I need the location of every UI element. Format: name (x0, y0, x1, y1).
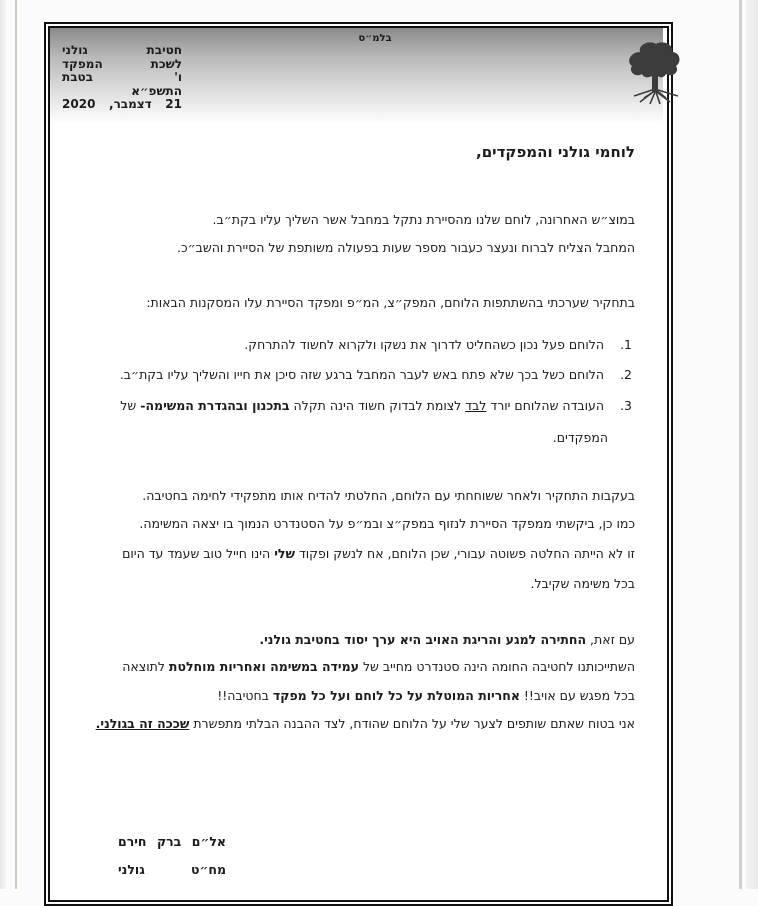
list-item-continuation: המפקדים. (552, 430, 608, 445)
text-segment: בחטיבה!! (217, 688, 269, 703)
hebrew-day: ו' (174, 70, 182, 84)
hebrew-month: בטבת (62, 70, 93, 84)
text-segment: עם זאת, (590, 632, 635, 647)
text-segment: בכל מפגש עם אויב!! (523, 688, 635, 703)
list-item (120, 398, 632, 413)
list-item (244, 337, 632, 352)
signature-role: מח״ט (191, 862, 226, 877)
signature-last-name: חירם (118, 834, 147, 849)
text-segment: אני בטוח שאתם שותפים לצער שלי על הלוחם שהודח, לצד ההבנה הבלתי מתפשרת (193, 716, 635, 731)
paragraph-line: המחבל הצליח לברוח ונעצר כעבור מספר שעות בפעולה משותפת של הסיירת והשב״כ. (177, 240, 635, 255)
unit-word: חטיבת (146, 43, 182, 57)
unit-line (62, 44, 182, 58)
list-number: 2. (620, 367, 632, 382)
classification-label: בלמ״ס (358, 33, 392, 44)
paragraph-line: במוצ״ש האחרונה, לוחם שלנו מהסיירת נתקל במחבל אשר השליך עליו בקת״ב. (212, 212, 635, 227)
investigation-intro: בתחקיר שערכתי בהשתתפות הלוחם, המפק״צ, המ״פ ומפקד הסיירת עלו המסקנות הבאות: (146, 295, 635, 310)
signature-unit: גולני (118, 862, 145, 877)
bold-phrase: עמידה במשימה ואחריות מוחלטת (168, 659, 359, 674)
paragraph-line (122, 659, 635, 674)
list-number: 3. (620, 398, 632, 413)
date-year: 2020 (62, 97, 96, 111)
signature-name (118, 834, 226, 849)
page-edge-right (746, 0, 758, 889)
date-day: 21 (165, 97, 182, 111)
hebrew-date-line (62, 71, 182, 85)
paragraph-line (259, 632, 635, 647)
list-number: 1. (620, 337, 632, 352)
list-text: העובדה שהלוחם יורד (490, 398, 605, 413)
paragraph-line (122, 546, 635, 561)
bold-phrase: החתירה למגע והריגת האויב היא ערך יסוד בחטיבת גולני. (259, 632, 587, 647)
greeting: לוחמי גולני והמפקדים, (476, 143, 635, 161)
unit-block (62, 44, 182, 112)
page-edge-left (0, 0, 6, 889)
unit-word: גולני (62, 43, 88, 57)
text-segment: זו לא הייתה החלטה פשוטה עבורי, שכן הלוחם, אח לנשק ופקוד (298, 546, 635, 561)
paragraph-line (96, 716, 635, 731)
office-word: לשכת (150, 56, 182, 71)
hebrew-year-line (62, 85, 182, 99)
page-fold-left (15, 0, 17, 889)
signature-first-name: ברק (156, 834, 182, 849)
list-text: לצומת לבדוק חשוד הינה תקלה (293, 398, 462, 413)
list-text: הלוחם כשל בכך שלא פתח באש לעבר המחבל ברגע שזה סיכן את חייו והשליך עליו בקת״ב. (119, 367, 605, 382)
signature-rank: אל״ם (191, 834, 226, 849)
gregorian-date (62, 98, 182, 112)
page-fold-right (739, 0, 742, 889)
bold-phrase: אחריות המוטלת על כל לוחם ועל כל מפקד (272, 688, 520, 703)
list-item (120, 367, 632, 382)
text-segment: לתוצאה (122, 659, 165, 674)
text-segment: הינו חייל טוב שעמד עד היום (122, 546, 271, 561)
list-text: של (120, 398, 137, 413)
bold-word: שלי (274, 546, 295, 561)
paragraph-line (217, 688, 635, 703)
bold-underlined-phrase: שככה זה בגולני. (95, 716, 190, 731)
golani-tree-icon (620, 40, 690, 108)
bold-phrase: בתכנון ובהגדרת המשימה- (140, 398, 290, 413)
underlined-word: לבד (465, 398, 487, 413)
office-word: המפקד (62, 56, 103, 71)
paragraph-line: בכל משימה שקיבל. (530, 576, 635, 591)
text-segment: השתייכותנו לחטיבה החומה הינה סטנדרט מחייב של (362, 659, 635, 674)
signature-title (118, 862, 226, 877)
paragraph-line: כמו כן, ביקשתי ממפקד הסיירת לנזוף במפק״צ ובמ״פ על הסטנדרט הנמוך בו יצאה המשימה. (139, 516, 635, 531)
list-text: הלוחם פעל נכון כשהחליט לדרוך את נשקו ולקרוא לחשוד להתרחק. (244, 337, 605, 352)
hebrew-year: התשפ״א (131, 83, 182, 98)
paragraph-line: בעקבות התחקיר ולאחר ששוחחתי עם הלוחם, החלטתי להדיח אותו מתפקידי לחימה בחטיבה. (142, 488, 635, 503)
office-line (62, 58, 182, 72)
date-month: דצמבר, (109, 97, 152, 111)
